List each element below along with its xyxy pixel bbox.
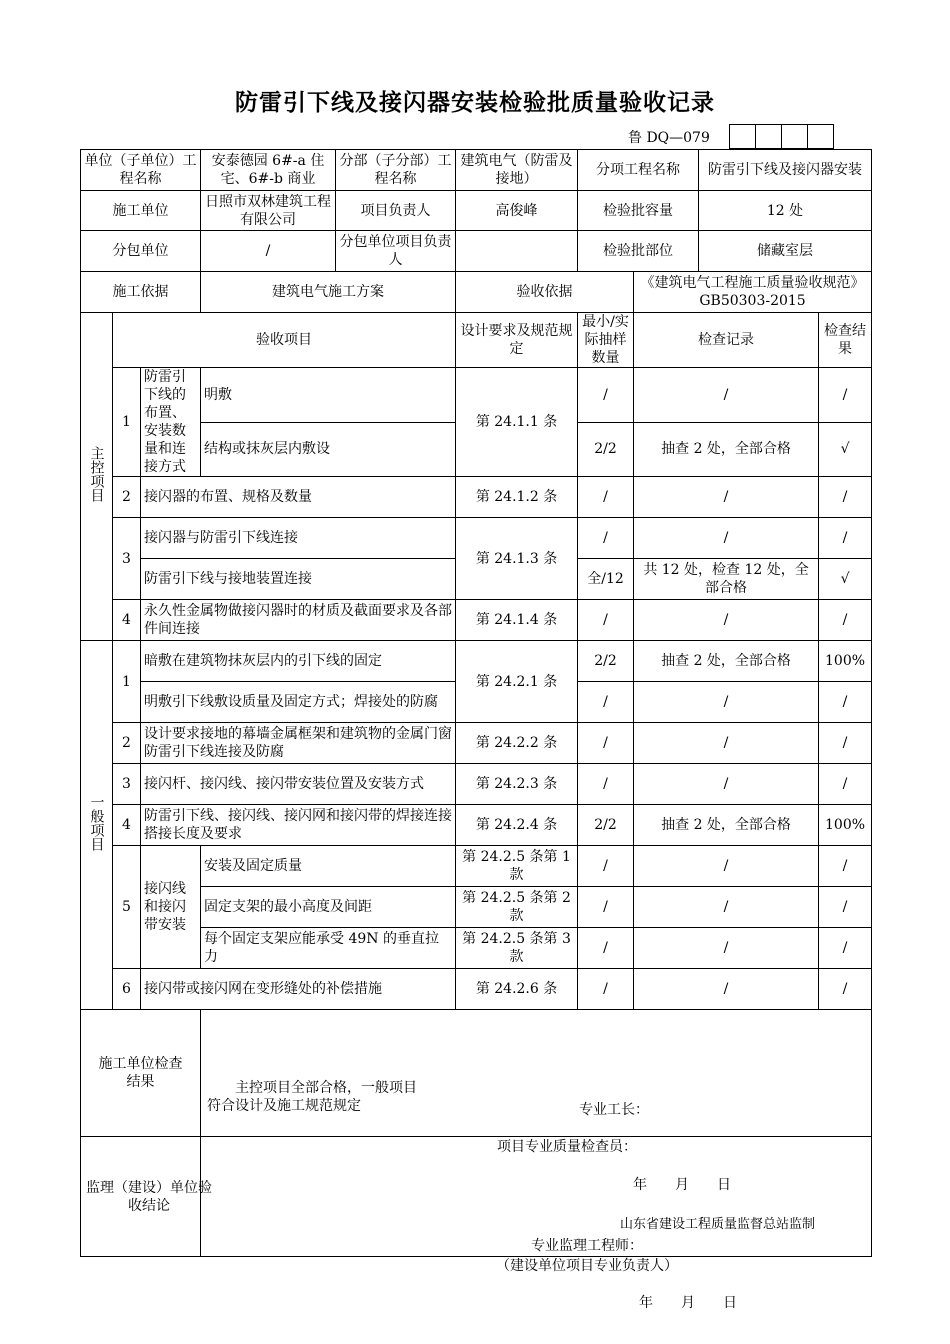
check-record: / [634,969,819,1010]
sub-item: 安装及固定质量 [201,846,456,887]
code-box [755,124,782,149]
sample-count: / [578,723,634,764]
code-box [807,124,834,149]
check-record: 共 12 处，检查 12 处，全部合格 [634,559,819,600]
row-number: 4 [113,600,141,641]
pm-label: 项目负责人 [336,191,456,231]
quality-inspector-signature: 项目专业质量检查员： [497,1139,638,1155]
sample-count: / [578,928,634,969]
construction-check-label [81,1010,201,1137]
supervision-label-text: 监理（建设）单位验收结论 [86,1179,212,1214]
check-record: / [634,928,819,969]
check-item: 永久性金属物做接闪器时的材质及截面要求及各部件间连接 [141,600,456,641]
capacity-value: 12 处 [699,191,872,231]
spec-clause: 第 24.1.2 条 [456,477,578,518]
check-result: 100% [819,641,872,682]
check-result: / [819,723,872,764]
acceptance-basis-label: 验收依据 [456,272,634,313]
check-item: 设计要求接地的幕墙金属框架和建筑物的金属门窗防雷引下线连接及防腐 [141,723,456,764]
check-result: / [819,764,872,805]
row-number: 2 [113,723,141,764]
check-result: / [819,969,872,1010]
footer-issuer: 山东省建设工程质量监督总站监制 [620,1217,816,1232]
construction-owner-signature: （建设单位项目专业负责人） [496,1257,679,1274]
check-item: 暗敷在建筑物抹灰层内的引下线的固定 [141,641,456,682]
row-number: 5 [113,846,141,969]
spec-clause: 第 24.2.5 条第 2 款 [456,887,578,928]
main-control-text: 主控项目 [88,446,105,502]
row-number: 1 [113,368,141,477]
form-code-boxes [729,124,834,149]
contractor-label: 施工单位 [81,191,201,231]
sample-count: / [578,846,634,887]
spec-clause: 第 24.2.2 条 [456,723,578,764]
supervision-engineer-signature: 专业监理工程师： [531,1237,644,1254]
construction-date: 年 月 日 [633,1177,732,1193]
code-box [781,124,808,149]
check-record: / [634,887,819,928]
check-item: 接闪器与防雷引下线连接 [141,518,456,559]
sample-count: / [578,764,634,805]
inspection-record-table [80,149,872,1311]
check-item: 防雷引下线与接地装置连接 [141,559,456,600]
row-number: 4 [113,805,141,846]
sample-count: 2/2 [578,422,634,477]
check-record: 抽查 2 处，全部合格 [634,422,819,477]
acceptance-basis-value: 《建筑电气工程施工质量验收规范》GB50303-2015 [634,272,872,313]
col-result-header: 检查结果 [819,313,872,368]
row-number: 6 [113,969,141,1010]
sample-count: / [578,477,634,518]
spec-clause: 第 24.1.1 条 [456,368,578,477]
check-record: / [634,600,819,641]
sub-item: 结构或抹灰层内敷设 [201,422,456,477]
spec-clause: 第 24.1.4 条 [456,600,578,641]
unit-value: 安泰德园 6#-a 住宅、6#-b 商业 [201,150,336,191]
sample-count: / [578,969,634,1010]
code-box [729,124,756,149]
check-result: 100% [819,805,872,846]
check-result: √ [819,559,872,600]
check-result: √ [819,422,872,477]
row-number: 3 [113,518,141,600]
spec-clause: 第 24.2.3 条 [456,764,578,805]
check-item: 防雷引下线、接闪线、接闪网和接闪带的焊接连接搭接长度及要求 [141,805,456,846]
check-result: / [819,682,872,723]
construction-check-cell [201,1010,872,1193]
check-item: 接闪带或接闪网在变形缝处的补偿措施 [141,969,456,1010]
check-item: 明敷引下线敷设质量及固定方式；焊接处的防腐 [141,682,456,723]
check-record: 抽查 2 处，全部合格 [634,641,819,682]
form-code: 鲁 DQ—079 [628,130,710,146]
unit-label: 单位（子单位）工程名称 [81,150,201,191]
check-result: / [819,887,872,928]
general-label [81,641,113,1010]
page-title: 防雷引下线及接闪器安装检验批质量验收记录 [235,90,715,116]
contractor-value: 日照市双林建筑工程有限公司 [201,191,336,231]
check-result: / [819,846,872,887]
spec-clause: 第 24.2.5 条第 3 款 [456,928,578,969]
division-value: 建筑电气（防雷及接地） [456,150,578,191]
sample-count: / [578,600,634,641]
supervision-label [81,1137,212,1257]
sub-pm-value [456,231,578,272]
check-record: 抽查 2 处，全部合格 [634,805,819,846]
check-record: / [634,368,819,423]
location-label: 检验批部位 [578,231,699,272]
foreman-signature: 专业工长： [579,1102,650,1118]
supervision-date: 年 月 日 [639,1294,738,1311]
item-group: 防雷引下线的布置、安装数量和连接方式 [141,368,201,477]
col-sample-header: 最小/实际抽样数量 [578,313,634,368]
division-label: 分部（子分部）工程名称 [336,150,456,191]
check-record: / [634,723,819,764]
sub-item: 固定支架的最小高度及间距 [201,887,456,928]
spec-clause: 第 24.2.5 条第 1 款 [456,846,578,887]
check-result: / [819,928,872,969]
row-number: 1 [113,641,141,723]
basis-value: 建筑电气施工方案 [201,272,456,313]
location-value: 储藏室层 [699,231,872,272]
col-record-header: 检查记录 [634,313,819,368]
check-item: 接闪杆、接闪线、接闪带安装位置及安装方式 [141,764,456,805]
item-group: 接闪线和接闪带安装 [141,846,201,969]
sample-count: 2/2 [578,641,634,682]
check-record: / [634,764,819,805]
subcontractor-label: 分包单位 [81,231,201,272]
pm-value: 高俊峰 [456,191,578,231]
subitem-label: 分项工程名称 [578,150,699,191]
construction-conclusion: 主控项目全部合格，一般项目符合设计及施工规范规定 [207,1080,418,1114]
check-result: / [819,368,872,423]
sub-item: 明敷 [201,368,456,423]
spec-clause: 第 24.2.4 条 [456,805,578,846]
subitem-value: 防雷引下线及接闪器安装 [699,150,872,191]
sub-pm-label: 分包单位项目负责人 [336,231,456,272]
capacity-label: 检验批容量 [578,191,699,231]
col-item-header: 验收项目 [113,313,456,368]
check-result: / [819,477,872,518]
basis-label: 施工依据 [81,272,201,313]
general-text: 一般项目 [88,794,105,851]
sample-count: 2/2 [578,805,634,846]
spec-clause: 第 24.1.3 条 [456,518,578,600]
check-result: / [819,600,872,641]
sub-item: 每个固定支架应能承受 49N 的垂直拉力 [201,928,456,969]
sample-count: 全/12 [578,559,634,600]
check-item: 接闪器的布置、规格及数量 [141,477,456,518]
subcontractor-value: / [201,231,336,272]
check-record: / [634,846,819,887]
check-record: / [634,682,819,723]
sample-count: / [578,518,634,559]
sample-count: / [578,682,634,723]
construction-check-label-text: 施工单位检查结果 [98,1056,183,1090]
sample-count: / [578,368,634,423]
check-result: / [819,518,872,559]
spec-clause: 第 24.2.1 条 [456,641,578,723]
spec-clause: 第 24.2.6 条 [456,969,578,1010]
check-record: / [634,518,819,559]
main-control-label [81,313,113,641]
check-record: / [634,477,819,518]
col-spec-header: 设计要求及规范规定 [456,313,578,368]
sample-count: / [578,887,634,928]
row-number: 3 [113,764,141,805]
row-number: 2 [113,477,141,518]
